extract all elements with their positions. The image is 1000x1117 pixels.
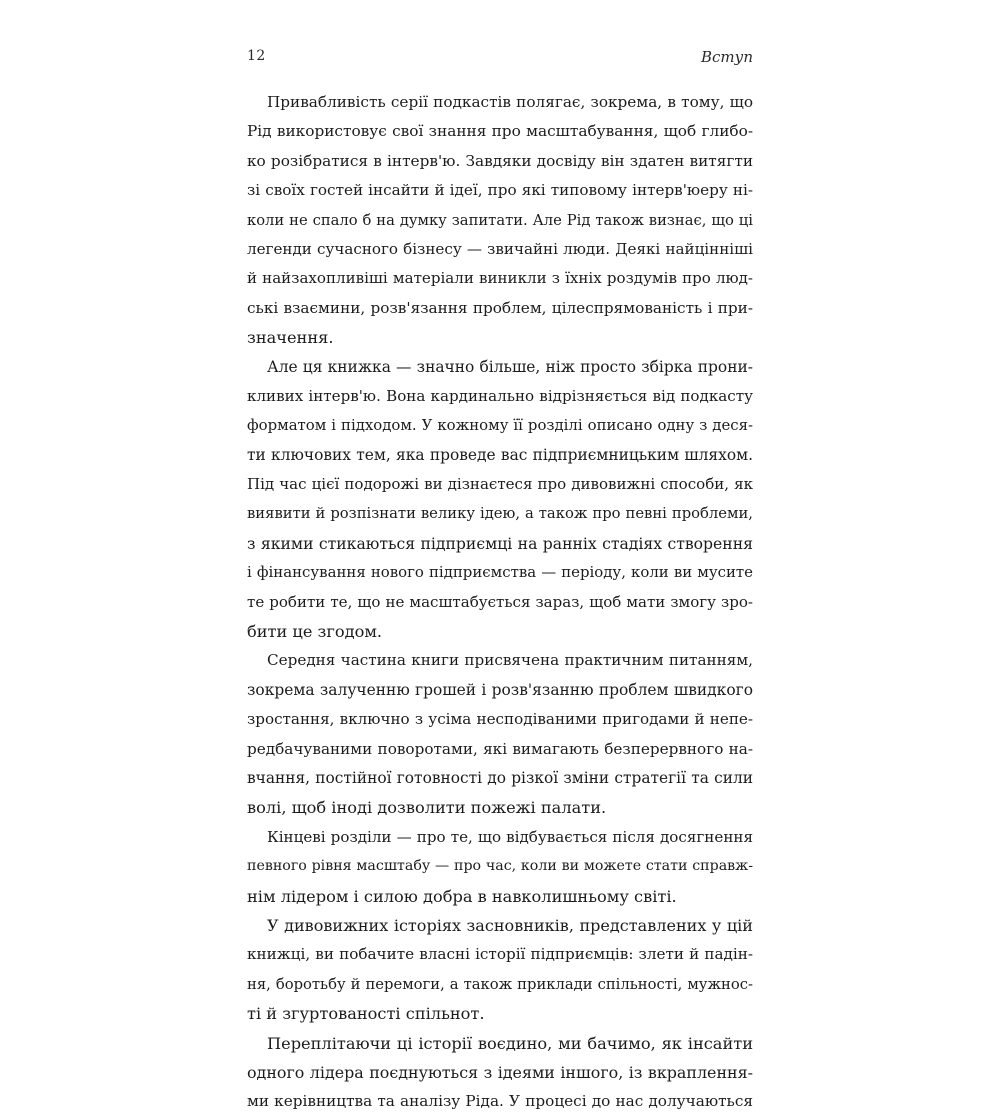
text-line: редбачуваними поворотами, які вимагають безперервного на-	[247, 739, 753, 758]
running-head	[247, 48, 753, 72]
text-line: зростання, включно з усіма несподіваними пригодами й непе-	[247, 710, 753, 729]
paragraph	[247, 823, 753, 911]
text-line: вчання, постійної готовності до різкої зміни стратегії та сили	[247, 768, 753, 787]
paragraph	[247, 646, 753, 822]
text-line: Рід використовує свої знання про масштабування, щоб глибо-	[247, 122, 753, 141]
body-text	[247, 88, 753, 1117]
text-line: легенди сучасного бізнесу — звичайні люди. Деякі найцінніші	[247, 239, 753, 258]
text-line: зі своїх гостей інсайти й ідеї, про які типовому інтерв'юеру ні-	[247, 181, 753, 200]
text-line: Середня частина книги присвячена практичним питанням,	[267, 651, 753, 670]
text-line: коли не спало б на думку запитати. Але Рід також визнає, що ці	[247, 211, 753, 229]
text-line: Кінцеві розділи — про те, що відбувається після досягнення	[267, 827, 753, 846]
text-line: бити це згодом.	[247, 622, 383, 642]
paragraph	[247, 88, 753, 353]
text-line: й найзахопливіші матеріали виникли з їхніх роздумів про люд-	[247, 269, 753, 288]
paragraph	[247, 1029, 753, 1117]
text-line: Але ця книжка — значно більше, ніж просто збірка прони-	[267, 357, 753, 376]
text-line: волі, щоб іноді дозволити пожежі палати.	[247, 798, 607, 818]
text-line: Переплітаючи ці історії воєдино, ми бачимо, як інсайти	[267, 1033, 753, 1053]
text-line: одного лідера поєднуються з ідеями іншого, із вкраплення-	[247, 1062, 753, 1082]
text-line: виявити й розпізнати велику ідею, а також про певні проблеми,	[247, 505, 753, 523]
text-line: ми керівництва та аналізу Ріда. У процесі до нас долучаються	[247, 1092, 753, 1111]
text-line: ко розібратися в інтерв'ю. Завдяки досвіду він здатен витягти	[247, 151, 753, 170]
paragraph	[247, 911, 753, 1029]
text-line: нім лідером і силою добра в навколишньому світі.	[247, 886, 677, 906]
text-line: Привабливість серії подкастів полягає, зокрема, в тому, що	[267, 93, 753, 111]
text-line: те робити те, що не масштабується зараз, щоб мати змогу зро-	[247, 592, 753, 611]
text-line: ти ключових тем, яка проведе вас підприємницьким шляхом.	[247, 445, 753, 464]
text-line: кливих інтерв'ю. Вона кардинально відрізняється від подкасту	[247, 386, 753, 405]
text-line: Під час цієї подорожі ви дізнаєтеся про дивовижні способи, як	[247, 475, 753, 494]
text-line: ня, боротьбу й перемоги, а також приклади спільності, мужнос-	[247, 975, 753, 993]
text-line: книжці, ви побачите власні історії підприємців: злети й падін-	[247, 945, 753, 964]
text-line: і фінансування нового підприємства — періоду, коли ви мусите	[247, 563, 753, 582]
text-line: У дивовижних історіях засновників, представлених у цій	[267, 915, 753, 935]
paragraph	[247, 353, 753, 647]
text-line: форматом і підходом. У кожному її розділі описано одну з деся-	[247, 416, 753, 435]
text-line: з якими стикаються підприємці на ранніх стадіях створення	[247, 533, 753, 553]
page-number: 12	[247, 48, 266, 64]
text-line: зокрема залученню грошей і розв'язанню проблем швидкого	[247, 680, 753, 699]
text-line: значення.	[247, 328, 334, 348]
text-line: ті й згуртованості спільнот.	[247, 1004, 485, 1024]
text-line: ські взаємини, розв'язання проблем, цілеспрямованість і при-	[247, 298, 753, 317]
text-line: певного рівня масштабу — про час, коли ви можете стати справж-	[247, 858, 753, 875]
section-title: Вступ	[700, 48, 753, 66]
